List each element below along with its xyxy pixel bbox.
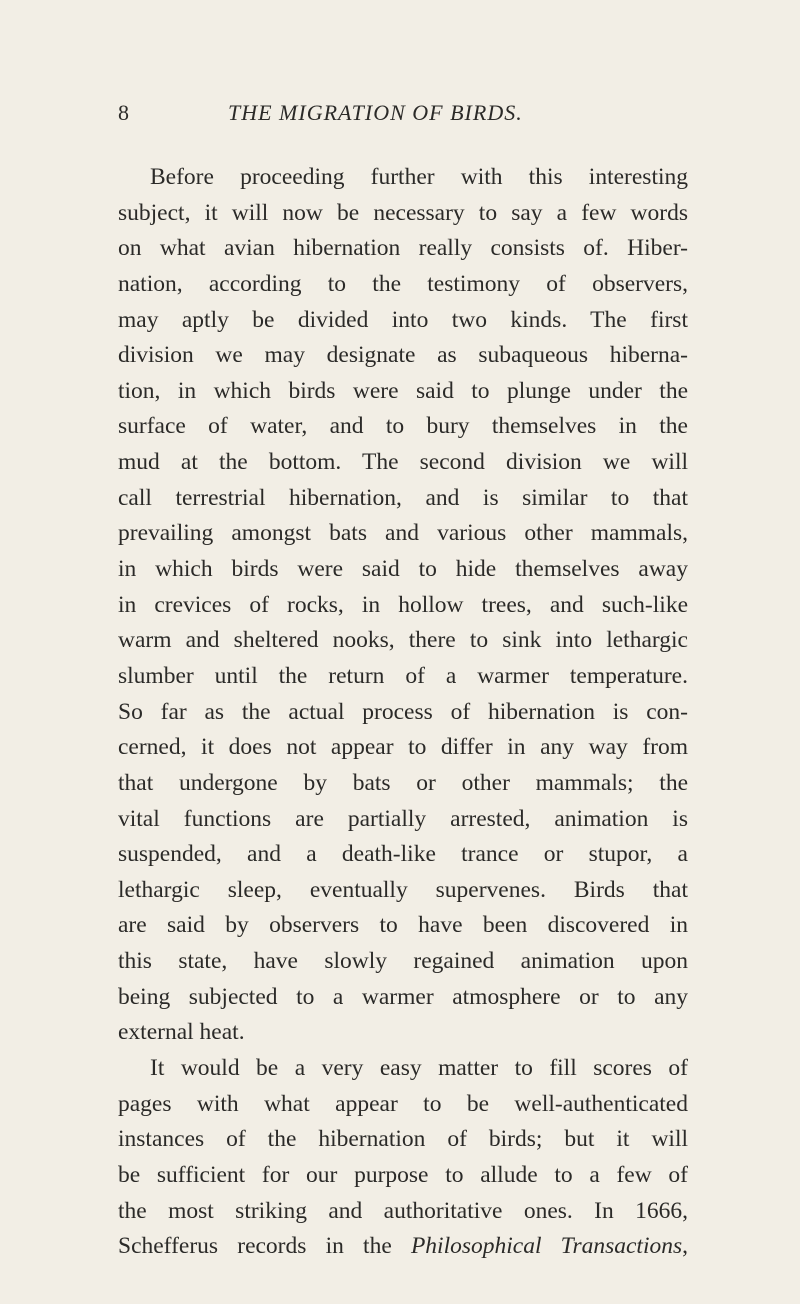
text-line: external heat. bbox=[118, 1019, 245, 1046]
text-line: vital functions are partially arrested, animation is bbox=[118, 805, 688, 832]
text-line bbox=[118, 1229, 688, 1265]
text-line: lethargic sleep, eventually supervenes. Birds that bbox=[118, 876, 688, 903]
paragraph bbox=[118, 1051, 688, 1265]
text-line: pages with what appear to be well-authenticated bbox=[118, 1090, 688, 1117]
text-line: So far as the actual process of hibernation is con- bbox=[118, 698, 688, 725]
text-line: on what avian hibernation really consists of. Hiber- bbox=[118, 235, 688, 262]
paragraph bbox=[118, 160, 688, 1051]
journal-title: Philosophical Transactions bbox=[410, 1233, 683, 1260]
text-line: that undergone by bats or other mammals; the bbox=[118, 769, 688, 796]
text-line: surface of water, and to bury themselves in the bbox=[118, 413, 688, 440]
text-line: call terrestrial hibernation, and is similar to that bbox=[118, 484, 688, 511]
body-text bbox=[118, 160, 688, 1265]
text-line: prevailing amongst bats and various other mammals, bbox=[118, 520, 688, 547]
text-line: this state, have slowly regained animation upon bbox=[118, 948, 688, 975]
text-line: cerned, it does not appear to differ in any way from bbox=[118, 734, 688, 761]
text-line: tion, in which birds were said to plunge under the bbox=[118, 377, 688, 404]
text-line: are said by observers to have been discovered in bbox=[118, 912, 688, 939]
text-segment: , bbox=[682, 1233, 688, 1260]
text-line: may aptly be divided into two kinds. The first bbox=[118, 306, 688, 333]
text-line: the most striking and authoritative ones. In 1666, bbox=[118, 1197, 688, 1224]
text-line: mud at the bottom. The second division we will bbox=[118, 449, 688, 476]
text-line: in crevices of rocks, in hollow trees, and such-like bbox=[118, 591, 688, 618]
text-line: subject, it will now be necessary to say a few words bbox=[118, 199, 688, 226]
text-segment: Schefferus records in the bbox=[118, 1233, 411, 1260]
running-header bbox=[118, 100, 688, 130]
text-line: instances of the hibernation of birds; but it will bbox=[118, 1126, 688, 1153]
text-line: nation, according to the testimony of observers, bbox=[118, 270, 688, 297]
text-line: It would be a very easy matter to fill scores of bbox=[150, 1055, 688, 1082]
text-line: be sufficient for our purpose to allude to a few of bbox=[118, 1161, 688, 1188]
text-line: division we may designate as subaqueous hiberna- bbox=[118, 342, 688, 369]
text-line: slumber until the return of a warmer temperature. bbox=[118, 662, 688, 689]
page-number: 8 bbox=[118, 100, 129, 125]
text-line: being subjected to a warmer atmosphere or to any bbox=[118, 983, 688, 1010]
text-line: in which birds were said to hide themselves away bbox=[118, 556, 688, 583]
text-line: warm and sheltered nooks, there to sink into lethargic bbox=[118, 627, 688, 654]
text-line: Before proceeding further with this interesting bbox=[150, 164, 688, 190]
running-title: THE MIGRATION OF BIRDS. bbox=[228, 100, 523, 125]
text-line: suspended, and a death-like trance or stupor, a bbox=[118, 841, 688, 868]
